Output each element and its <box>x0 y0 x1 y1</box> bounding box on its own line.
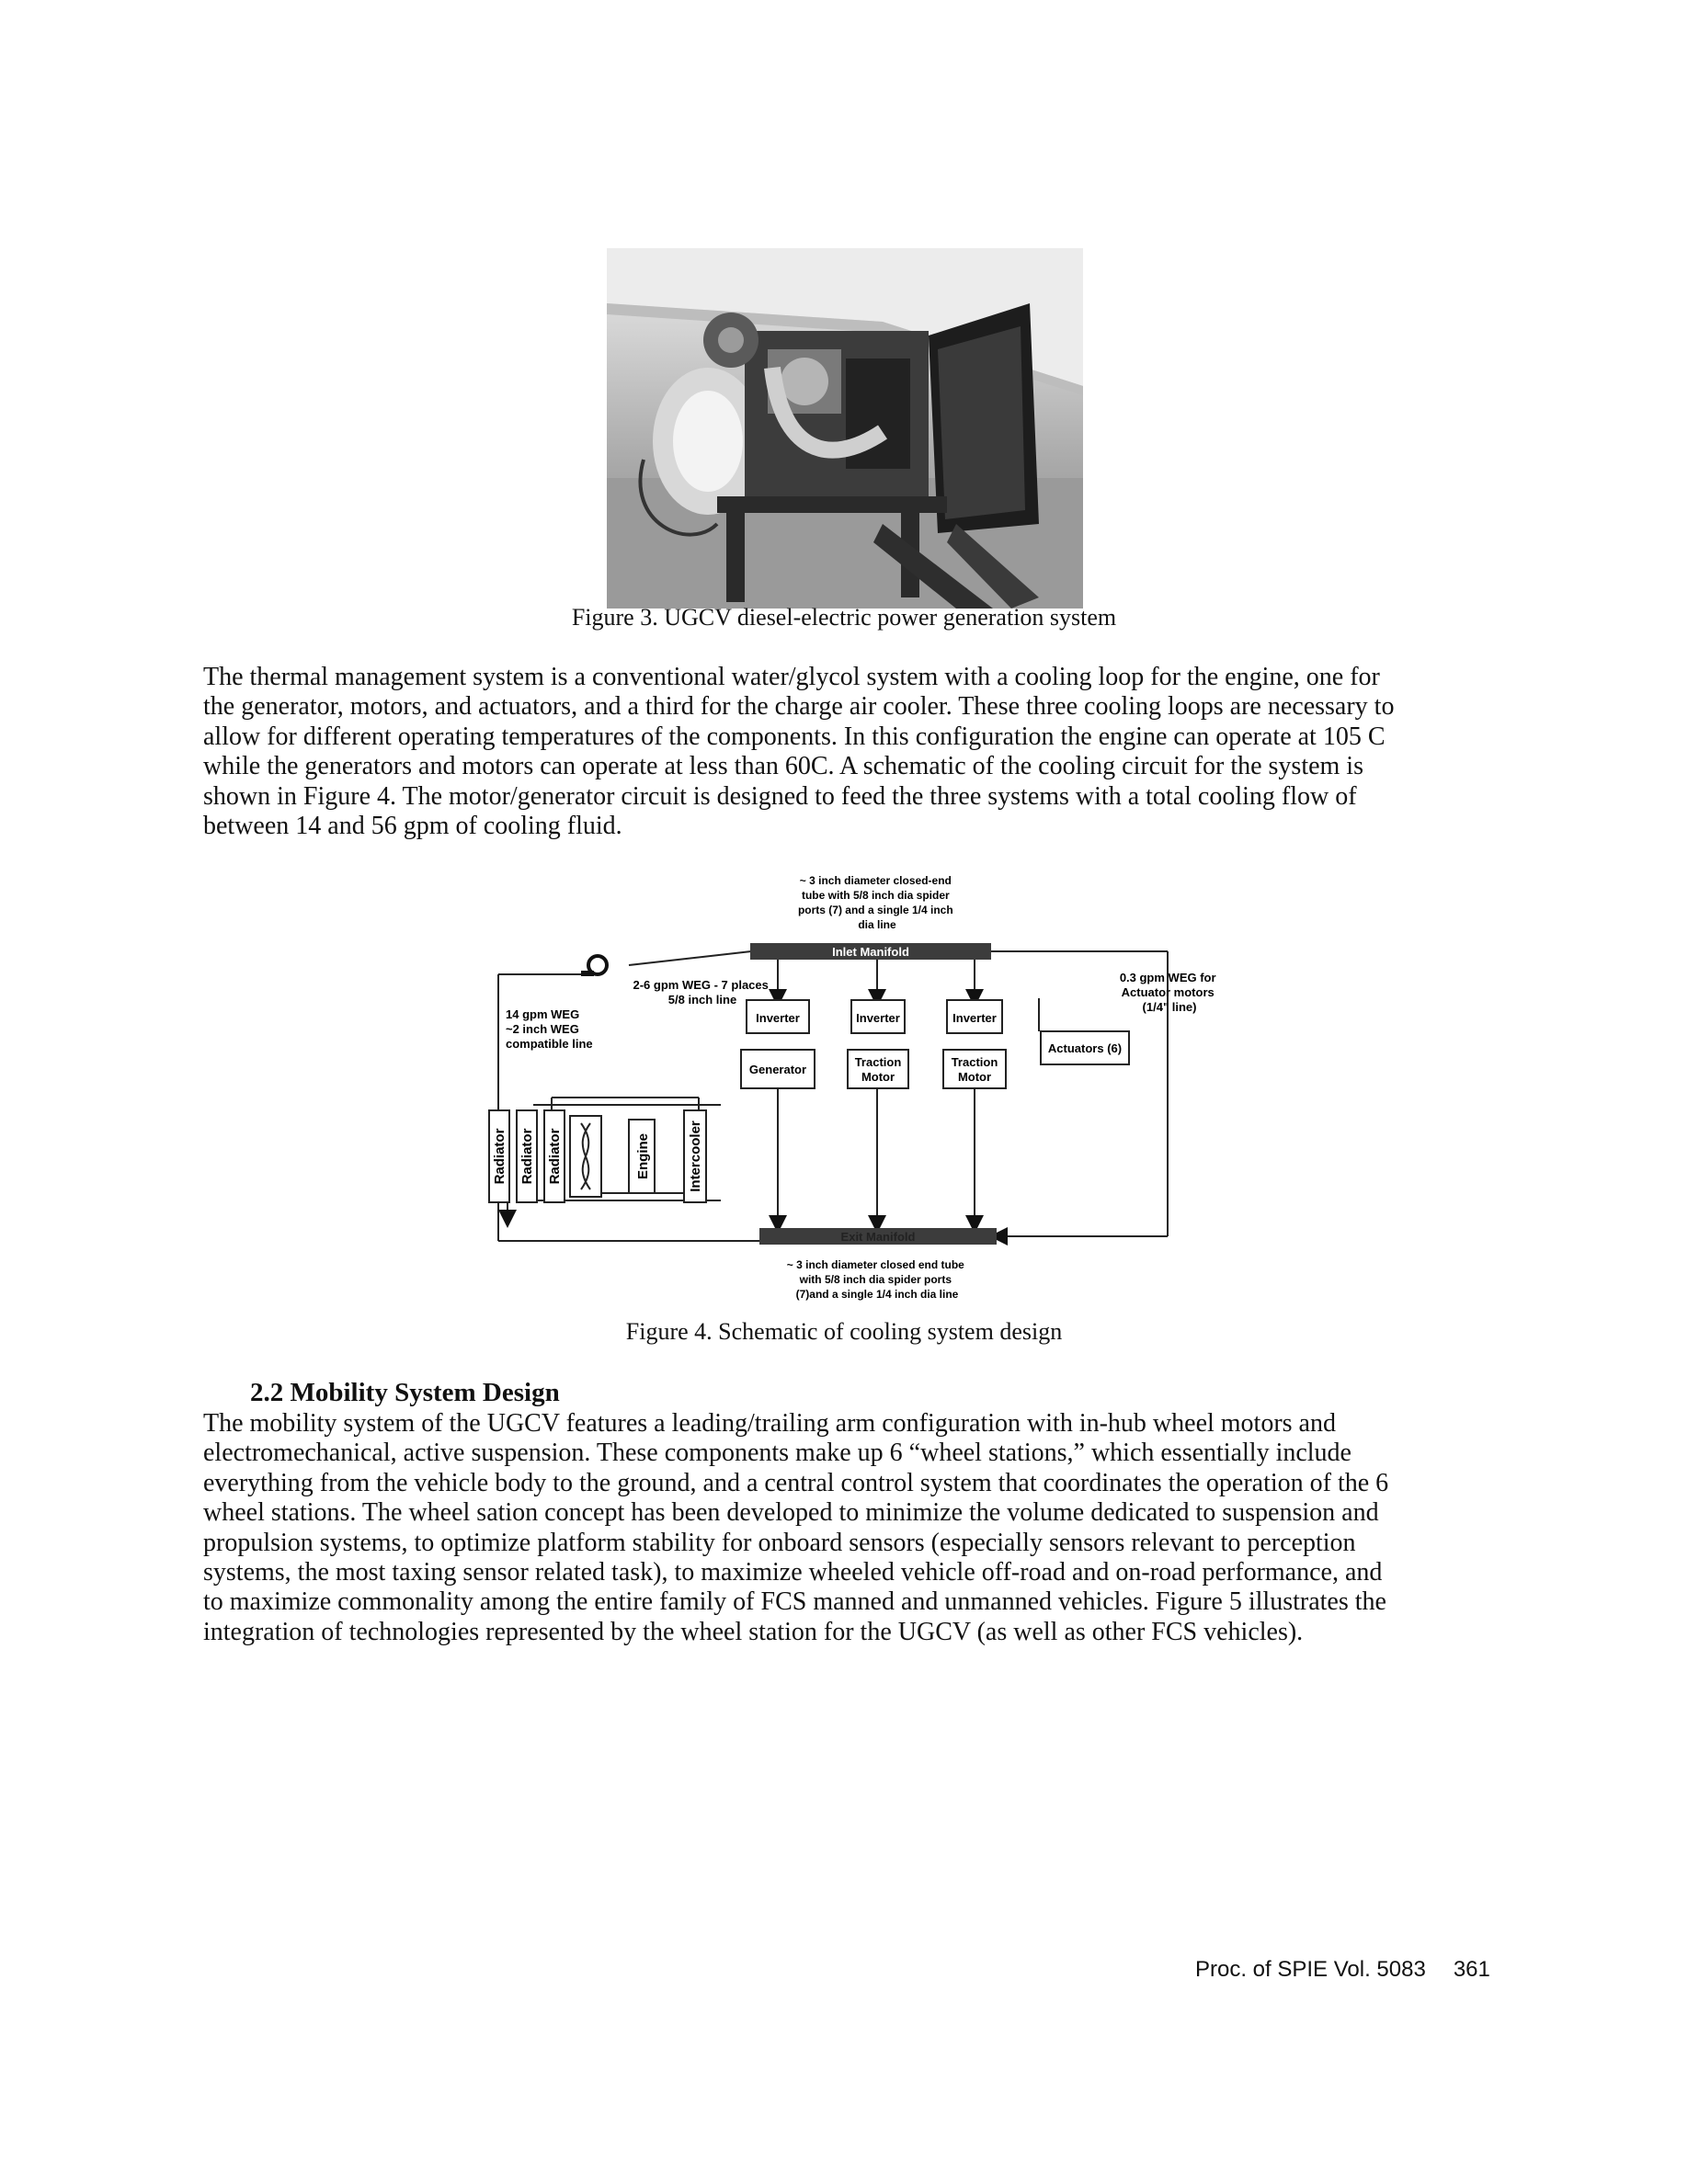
paragraph-thermal-management <box>203 663 1490 841</box>
figure-4-cooling-schematic <box>478 870 1232 1316</box>
text-line: while the generators and motors can operate at less than 60C. A schematic of the cooling circuit for the system is <box>203 752 1363 781</box>
text-line: wheel stations. The wheel sation concept has been developed to minimize the volume dedicated to suspension and <box>203 1498 1379 1528</box>
text-line: electromechanical, active suspension. These components make up 6 “wheel stations,” which essentially include <box>203 1439 1352 1468</box>
text-line: everything from the vehicle body to the ground, and a central control system that coordinates the operation of the 6 <box>203 1468 1389 1497</box>
bottom-note-line: ~ 3 inch diameter closed end tube <box>786 1258 964 1271</box>
actuator-note <box>1120 971 1219 1014</box>
supply-note-line: 14 gpm WEG <box>506 1007 580 1021</box>
pump-icon <box>581 956 607 976</box>
text-line: between 14 and 56 gpm of cooling fluid. <box>203 812 622 841</box>
text-line: to maximize commonality among the entire family of FCS manned and unmanned vehicles. Figure 5 illustrates the <box>203 1587 1386 1617</box>
radiator-label: Radiator <box>519 1128 535 1185</box>
top-note-line: ~ 3 inch diameter closed-end <box>799 874 952 887</box>
inverter-label: Inverter <box>756 1011 800 1025</box>
traction-motor-label: Traction <box>951 1055 998 1069</box>
section-heading: 2.2 Mobility System Design <box>250 1378 560 1407</box>
text-line: systems, the most taxing sensor related task), to maximize wheeled vehicle off-road and on-road performance, and <box>203 1558 1383 1587</box>
bottom-note-line: (7)and a single 1/4 inch dia line <box>795 1288 959 1301</box>
bottom-note-line: with 5/8 inch dia spider ports <box>799 1273 952 1286</box>
inverter-label: Inverter <box>952 1011 997 1025</box>
text-line: allow for different operating temperatures of the components. In this configuration the engine can operate at 105 C <box>203 722 1386 751</box>
figure-4-caption: Figure 4. Schematic of cooling system design <box>625 1318 1063 1345</box>
actuators-label: Actuators (6) <box>1047 1041 1123 1055</box>
top-note-line: dia line <box>858 918 896 931</box>
proceedings-label: Proc. of SPIE Vol. 5083 <box>1195 1957 1426 1982</box>
engine-label: Engine <box>635 1132 651 1180</box>
inlet-manifold-label: Inlet Manifold <box>832 945 909 959</box>
branch-note-line: 2-6 gpm WEG - 7 places <box>633 978 769 992</box>
supply-note-line: ~2 inch WEG <box>506 1022 579 1036</box>
actuator-note-line: (1/4" line) <box>1142 1000 1197 1014</box>
top-note <box>798 874 956 931</box>
paragraph-mobility-system <box>203 1409 1490 1647</box>
page-footer <box>1195 1957 1490 1983</box>
radiator-label: Radiator <box>547 1128 563 1185</box>
actuator-note-line: Actuator motors <box>1121 985 1215 999</box>
traction-motor-label: Motor <box>861 1070 895 1084</box>
figure-3-photo <box>607 248 1083 609</box>
radiator-label: Radiator <box>492 1128 508 1185</box>
top-note-line: tube with 5/8 inch dia spider <box>801 889 950 902</box>
text-line: propulsion systems, to optimize platform stability for onboard sensors (especially sensors relevant to perception <box>203 1528 1356 1557</box>
branch-note-line: 5/8 inch line <box>667 993 737 1007</box>
traction-motor-label: Motor <box>957 1070 992 1084</box>
intercooler-label: Intercooler <box>688 1120 703 1192</box>
text-line: The mobility system of the UGCV features a leading/trailing arm configuration with in-hub wheel motors and <box>203 1409 1336 1438</box>
text-line: The thermal management system is a conventional water/glycol system with a cooling loop for the engine, one for <box>203 663 1380 691</box>
traction-motor-label: Traction <box>854 1055 902 1069</box>
figure-3-caption: Figure 3. UGCV diesel-electric power generation system <box>571 604 1117 631</box>
exit-manifold-label: Exit Manifold <box>840 1230 916 1244</box>
engine-photo-illustration <box>607 248 1083 609</box>
supply-note <box>506 1007 593 1051</box>
text-line: integration of technologies represented by the wheel station for the UGCV (as well as other FCS vehicles). <box>203 1617 1304 1646</box>
supply-note-line: compatible line <box>506 1037 593 1051</box>
text-line: shown in Figure 4. The motor/generator circuit is designed to feed the three systems with a total cooling flow of <box>203 781 1357 811</box>
page-number: 361 <box>1453 1957 1490 1982</box>
inverter-label: Inverter <box>856 1011 900 1025</box>
bottom-note <box>787 1258 967 1301</box>
top-note-line: ports (7) and a single 1/4 inch <box>797 904 953 916</box>
actuator-note-line: 0.3 gpm WEG for <box>1119 971 1216 984</box>
generator-label: Generator <box>748 1063 807 1076</box>
text-line: the generator, motors, and actuators, and a third for the charge air cooler. These three cooling loops are necessary to <box>203 692 1395 722</box>
